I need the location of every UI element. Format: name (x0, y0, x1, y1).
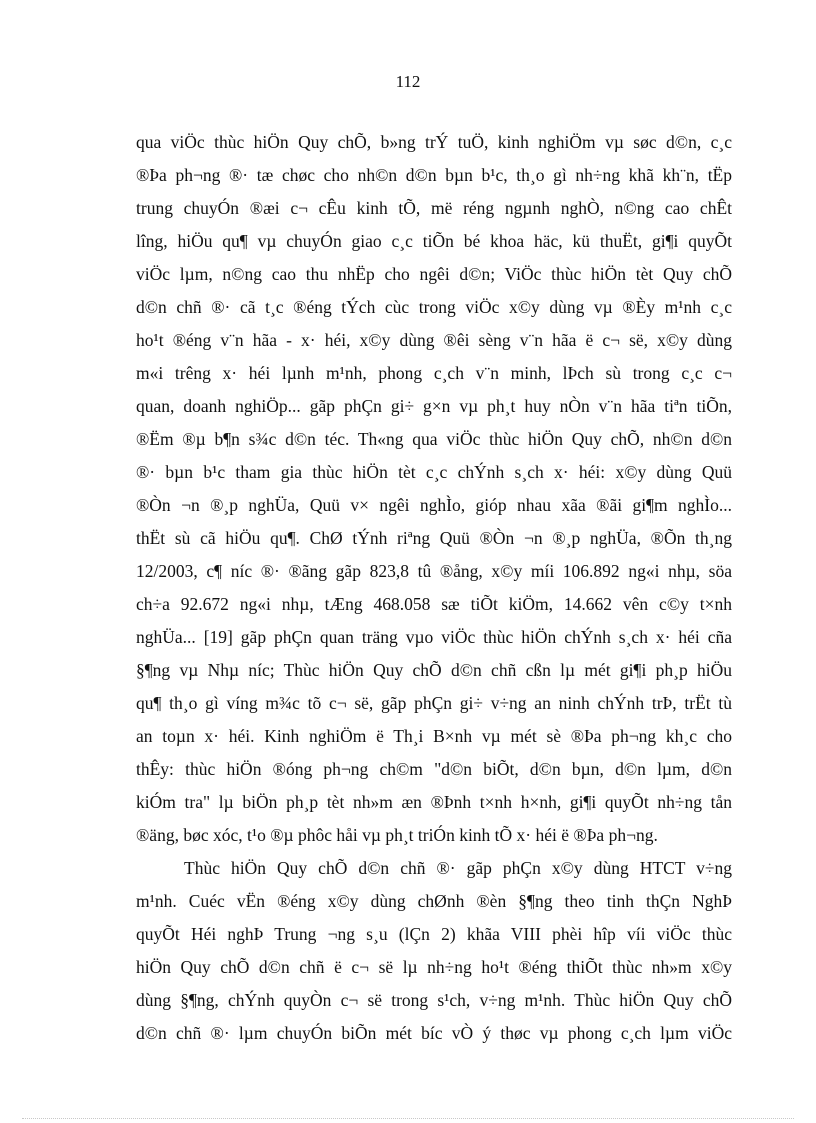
text-line: trung chuyÓn ®æi c¬ cÊu kinh tÕ, më réng ngµnh nghÒ, n©ng cao chÊt (136, 198, 732, 218)
text-line: d©n chñ ®· lµm chuyÓn biÕn mét bíc vÒ ý thøc vµ phong c¸ch lµm viÖc (136, 1023, 732, 1043)
page-bottom-border (22, 1118, 794, 1119)
text-line: ®· bµn b¹c tham gia thùc hiÖn tèt c¸c chÝnh s¸ch x· héi: x©y dùng Quü (136, 462, 732, 482)
text-line: kiÓm tra" lµ biÖn ph¸p tèt nh»m æn ®Þnh t×nh h×nh, gi¶i quyÕt nh÷ng tån (136, 792, 732, 812)
text-line: thËt sù cã hiÖu qu¶. ChØ tÝnh riªng Quü ®Òn ¬n ®¸p nghÜa, ®Õn th¸ng (136, 528, 732, 548)
text-line: thÊy: thùc hiÖn ®óng ph¬ng ch©m "d©n biÕt, d©n bµn, d©n lµm, d©n (136, 759, 732, 779)
text-line: nghÜa... [19] gãp phÇn quan träng vµo viÖc thùc hiÖn chÝnh s¸ch x· héi cña (136, 627, 732, 647)
text-line: ®Ëm ®µ b¶n s¾c d©n téc. Th«ng qua viÖc thùc hiÖn Quy chÕ, nh©n d©n (136, 429, 732, 449)
text-line: ®Þa ph¬ng ®· tæ chøc cho nh©n d©n bµn b¹c, th¸o gì nh÷ng khã kh¨n, tËp (136, 165, 732, 185)
text-line: qu¶ th¸o gì víng m¾c tõ c¬ së, gãp phÇn gi÷ v÷ng an ninh chÝnh trÞ, trËt tù (136, 693, 732, 713)
page-number: 112 (395, 72, 421, 91)
body-text (136, 126, 732, 1050)
text-line: ®äng, bøc xóc, t¹o ®µ phôc håi vµ ph¸t triÓn kinh tÕ x· héi ë ®Þa ph¬ng. (136, 825, 658, 845)
text-line: hiÖn Quy chÕ d©n chñ ë c¬ së lµ nh÷ng ho¹t ®éng thiÕt thùc nh»m x©y (136, 957, 732, 977)
text-line: Thùc hiÖn Quy chÕ d©n chñ ®· gãp phÇn x©y dùng HTCT v÷ng (184, 858, 732, 878)
text-line: an toµn x· héi. Kinh nghiÖm ë Th¸i B×nh vµ mét sè ®Þa ph¬ng kh¸c cho (136, 726, 732, 746)
text-line: dùng §¶ng, chÝnh quyÒn c¬ së trong s¹ch, v÷ng m¹nh. Thùc hiÖn Quy chÕ (136, 990, 732, 1010)
text-line: 12/2003, c¶ níc ®· ®ãng gãp 823,8 tû ®ång, x©y míi 106.892 ng«i nhµ, söa (136, 561, 732, 581)
text-line: quyÕt Héi nghÞ Trung ¬ng s¸u (lÇn 2) khãa VIII phèi hîp víi viÖc thùc (136, 924, 732, 944)
text-line: ho¹t ®éng v¨n hãa - x· héi, x©y dùng ®êi sèng v¨n hãa ë c¬ së, x©y dùng (136, 330, 732, 350)
text-line: viÖc lµm, n©ng cao thu nhËp cho ngêi d©n; ViÖc thùc hiÖn tèt Quy chÕ (136, 264, 732, 284)
text-line: d©n chñ ®· cã t¸c ®éng tÝch cùc trong viÖc x©y dùng vµ ®Èy m¹nh c¸c (136, 297, 732, 317)
text-line: qua viÖc thùc hiÖn Quy chÕ, b»ng trÝ tuÖ, kinh nghiÖm vµ søc d©n, c¸c (136, 132, 732, 152)
text-line: ®Òn ¬n ®¸p nghÜa, Quü v× ngêi nghÌo, gióp nhau xãa ®ãi gi¶m nghÌo... (136, 495, 732, 515)
text-line: §¶ng vµ Nhµ níc; Thùc hiÖn Quy chÕ d©n chñ cßn lµ mét gi¶i ph¸p hiÖu (136, 660, 732, 680)
text-line: lîng, hiÖu qu¶ vµ chuyÓn giao c¸c tiÕn bé khoa häc, kü thuËt, gi¶i quyÕt (136, 231, 732, 251)
text-line: quan, doanh nghiÖp... gãp phÇn gi÷ g×n vµ ph¸t huy nÒn v¨n hãa tiªn tiÕn, (136, 396, 732, 416)
text-line: m¹nh. Cuéc vËn ®éng x©y dùng chØnh ®èn §¶ng theo tinh thÇn NghÞ (136, 891, 732, 911)
text-line: m«i trêng x· héi lµnh m¹nh, phong c¸ch v¨n minh, lÞch sù trong c¸c c¬ (136, 363, 732, 383)
text-line: ch÷a 92.672 ng«i nhµ, tÆng 468.058 sæ tiÕt kiÖm, 14.662 vên c©y t×nh (136, 594, 732, 614)
